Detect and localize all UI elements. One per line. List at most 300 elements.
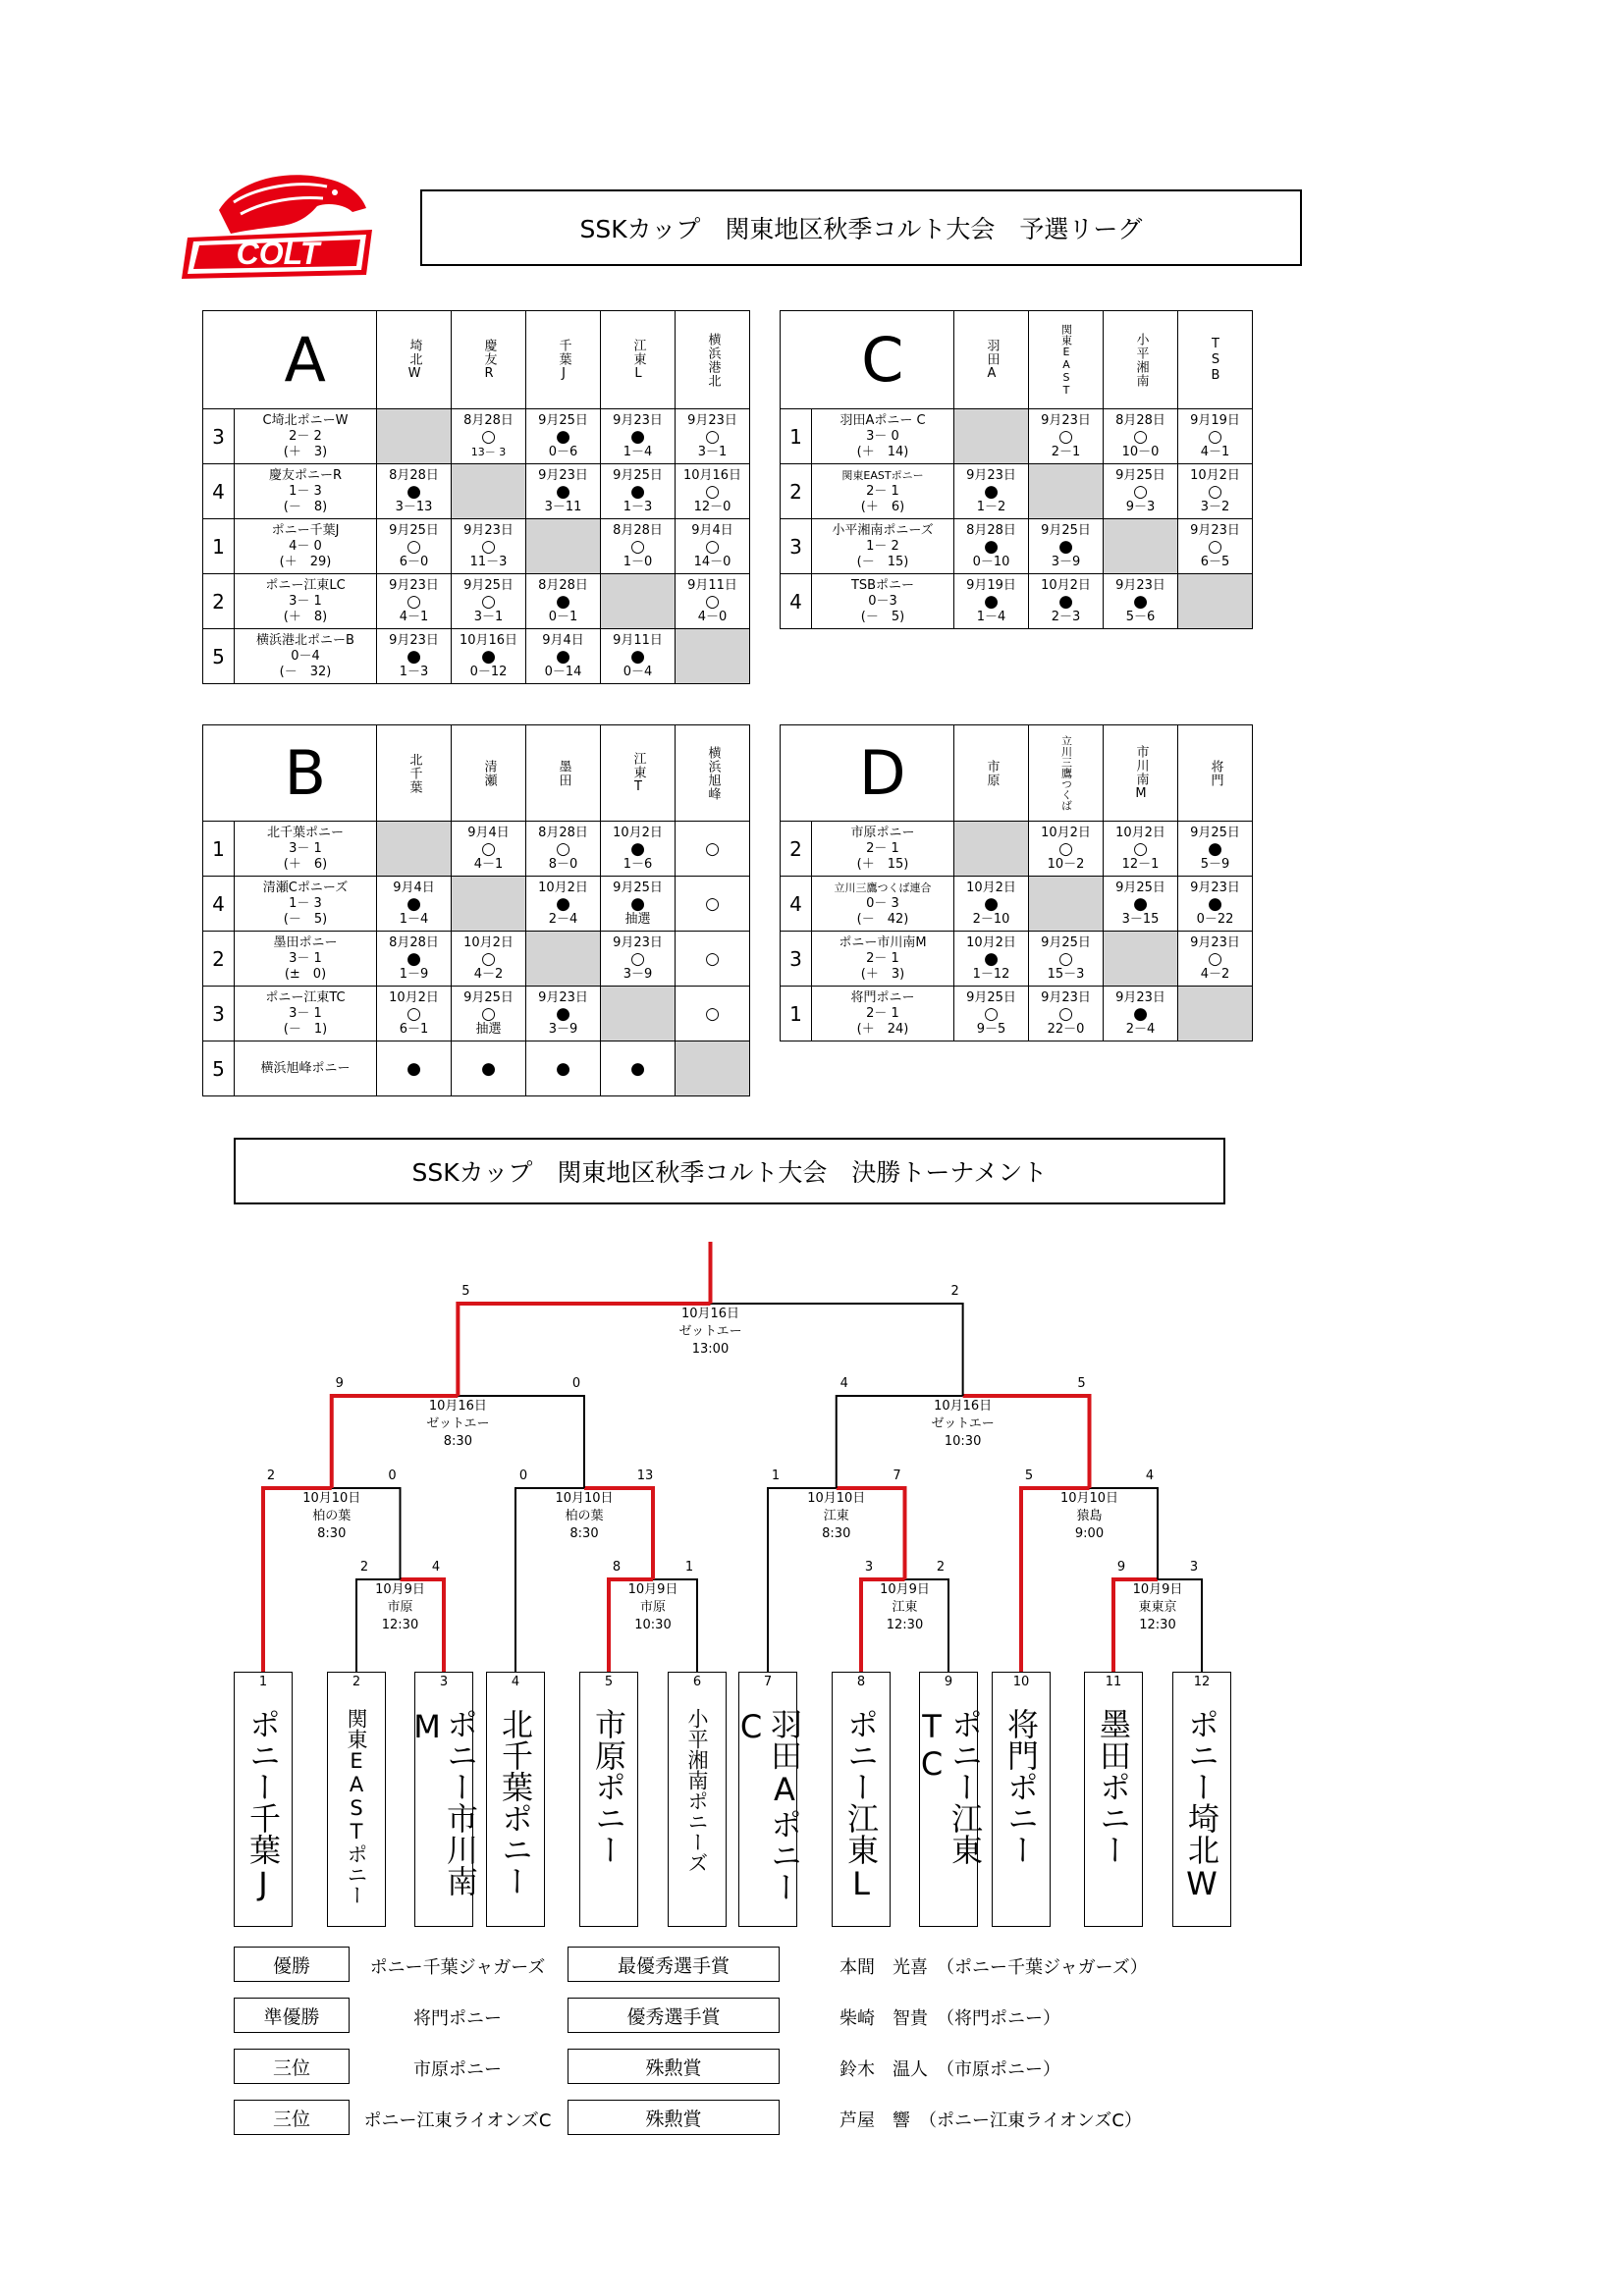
match-date: 9月23日 <box>1190 522 1240 538</box>
result-mark: ● <box>630 426 645 447</box>
result-mark: ● <box>556 481 570 502</box>
match-date: 9月23日 <box>389 632 439 648</box>
result-mark: ○ <box>1208 536 1222 557</box>
match-score: 1 <box>771 1468 781 1483</box>
team-name: 市原ポニー <box>850 825 915 840</box>
opponent-header-label: 横浜旭峰 <box>705 745 721 801</box>
match-score: 2－10 <box>972 911 1010 927</box>
match-score: 5－9 <box>1200 856 1230 872</box>
win-loss: 3－ 1 <box>289 1005 322 1021</box>
award-prize-label: 殊勲賞 <box>568 2100 780 2135</box>
rank-cell: 1 <box>203 822 235 877</box>
match-date: 10月10日 <box>302 1491 361 1506</box>
rank-cell: 3 <box>203 409 235 464</box>
match-date: 9月23日 <box>538 467 588 483</box>
result-mark: ● <box>1058 591 1073 612</box>
match-date: 9月23日 <box>1041 989 1091 1005</box>
opponent-header-label: 埼北W <box>406 338 422 382</box>
team-name: 北千葉ポニー <box>497 1708 534 1896</box>
match-score: 1－9 <box>399 966 429 982</box>
match-date: 9月25日 <box>1190 825 1240 840</box>
rank-cell: 4 <box>203 464 235 519</box>
match-score: 5 <box>1024 1468 1034 1483</box>
match-date: 9月23日 <box>1041 412 1091 428</box>
team-name: 横浜港北ポニーB <box>256 632 354 648</box>
tournament-team-box <box>579 1672 638 1927</box>
match-score: 1－4 <box>623 444 653 459</box>
match-date: 10月2日 <box>966 934 1016 950</box>
run-diff: (＋ 3) <box>283 444 328 459</box>
match-time: 9:00 <box>1074 1526 1105 1541</box>
result-mark: ○ <box>481 591 496 612</box>
match-date: 10月2日 <box>1041 825 1091 840</box>
win-loss: 2－ 1 <box>866 483 899 499</box>
award-team: 市原ポニー <box>413 2059 502 2080</box>
rank-cell: 2 <box>781 464 812 519</box>
match-score: 1－12 <box>972 966 1010 982</box>
seed-number: 11 <box>1105 1675 1122 1689</box>
result-mark: ● <box>556 591 570 612</box>
run-diff: (－ 32) <box>279 664 332 679</box>
rank-cell: 2 <box>781 822 812 877</box>
bracket-line-final-left <box>458 1304 710 1396</box>
match-date: 9月23日 <box>463 522 514 538</box>
match-score: 3 <box>864 1560 874 1575</box>
team-name: 墨田ポニー <box>1095 1708 1132 1865</box>
result-mark: ○ <box>1133 838 1148 859</box>
match-date: 10月9日 <box>1132 1582 1183 1597</box>
match-score: 4 <box>839 1376 848 1391</box>
team-name: 羽田AポニーC <box>732 1708 803 1902</box>
match-date: 10月16日 <box>428 1399 487 1414</box>
match-score: 22－0 <box>1047 1021 1085 1037</box>
run-diff: (－ 5) <box>283 911 328 927</box>
award-player: 鈴木 温人 （市原ポニー） <box>839 2059 1060 2080</box>
result-mark: ○ <box>481 426 496 447</box>
match-venue: 猿島 <box>1076 1509 1103 1523</box>
award-rank-label: 優勝 <box>234 1947 350 1982</box>
match-score: 6－0 <box>399 554 429 569</box>
seed-number: 5 <box>604 1675 614 1689</box>
tournament-team-box <box>913 1672 984 1927</box>
result-mark: ○ <box>556 838 570 859</box>
match-score: 1－0 <box>623 554 653 569</box>
match-date: 10月9日 <box>880 1582 930 1597</box>
logo-text: COLT <box>236 236 320 271</box>
tournament-team-box <box>327 1672 386 1927</box>
team-name: ポニー千葉J <box>271 522 340 538</box>
tournament-team-box <box>408 1672 479 1927</box>
result-mark: ● <box>406 948 421 969</box>
run-diff: (± 0) <box>284 966 327 982</box>
match-score: 3－9 <box>548 1021 578 1037</box>
win-loss: 3－ 1 <box>289 950 322 966</box>
result-mark: ○ <box>1058 948 1073 969</box>
match-score: 2－4 <box>548 911 578 927</box>
result-mark: ○ <box>481 948 496 969</box>
run-diff: (－ 42) <box>856 911 909 927</box>
match-score: 0 <box>571 1376 581 1391</box>
match-score: 2 <box>950 1284 959 1299</box>
match-score: 2－1 <box>1051 444 1081 459</box>
group-letter: A <box>235 311 377 409</box>
match-date: 10月2日 <box>1115 825 1165 840</box>
match-date: 8月28日 <box>1115 412 1165 428</box>
match-score: 2 <box>936 1560 946 1575</box>
match-info <box>375 1581 425 1634</box>
opponent-header-label: 横浜港北 <box>705 332 721 388</box>
result-mark: ● <box>406 893 421 914</box>
match-venue: 柏の葉 <box>312 1509 352 1523</box>
opponent-header-label: 市原 <box>984 759 1000 787</box>
match-date: 9月23日 <box>538 989 588 1005</box>
opponent-header-label: TSB <box>1208 336 1223 384</box>
team-name: 清瀬Cポニーズ <box>262 880 349 895</box>
match-score: 3－13 <box>395 499 433 514</box>
run-diff: (－ 5) <box>860 609 905 624</box>
match-date: 9月25日 <box>538 412 588 428</box>
rank-cell: 1 <box>781 987 812 1041</box>
team-name: ポニー市川南M <box>408 1708 479 1896</box>
match-score: 2－3 <box>1051 609 1081 624</box>
match-score: 12－1 <box>1121 856 1160 872</box>
result-mark: ○ <box>705 426 720 447</box>
team-name: 横浜旭峰ポニー <box>260 1060 351 1076</box>
opponent-header-label: 市川南M <box>1133 744 1149 802</box>
rank-cell: 4 <box>781 574 812 629</box>
match-score: 1－3 <box>623 499 653 514</box>
match-score: 0－1 <box>548 609 578 624</box>
match-date: 10月16日 <box>459 632 518 648</box>
match-date: 9月4日 <box>691 522 733 538</box>
match-date: 9月19日 <box>1190 412 1240 428</box>
match-date: 10月9日 <box>627 1582 678 1597</box>
award-prize-label: 最優秀選手賞 <box>568 1947 780 1982</box>
match-score: 5 <box>1077 1376 1086 1391</box>
match-date: 9月4日 <box>542 632 584 648</box>
match-score: 3－2 <box>1200 499 1230 514</box>
match-score: 4 <box>431 1560 441 1575</box>
result-mark: ● <box>556 1058 570 1079</box>
result-mark: ○ <box>481 536 496 557</box>
match-date: 8月28日 <box>389 467 439 483</box>
award-player: 本間 光喜 （ポニー千葉ジャガーズ） <box>839 1957 1148 1978</box>
match-score: 3－9 <box>1051 554 1081 569</box>
match-date: 9月23日 <box>1115 577 1165 593</box>
match-score: 抽選 <box>475 1021 502 1037</box>
bracket-line-final-right <box>711 1304 963 1396</box>
opponent-header-label: 江東T <box>630 751 646 795</box>
match-venue: 市原 <box>387 1600 413 1615</box>
win-loss: 2－ 2 <box>289 428 322 444</box>
match-score: 5 <box>461 1284 470 1299</box>
result-mark: ● <box>630 838 645 859</box>
team-name: C埼北ポニーW <box>262 412 349 428</box>
rank-cell: 4 <box>203 877 235 932</box>
team-name: 将門ポニー <box>1002 1708 1040 1865</box>
result-mark: ● <box>984 893 999 914</box>
tournament-team-box <box>832 1672 891 1927</box>
match-venue: ゼットエー <box>931 1416 995 1431</box>
match-score: 3－9 <box>623 966 653 982</box>
match-date: 10月2日 <box>613 825 663 840</box>
result-mark: ● <box>481 1058 496 1079</box>
win-loss: 0－ 3 <box>866 895 899 911</box>
result-mark: ○ <box>705 893 720 914</box>
match-date: 10月2日 <box>463 934 514 950</box>
match-score: 0 <box>388 1468 397 1483</box>
seed-number: 9 <box>944 1675 953 1689</box>
match-time: 12:30 <box>381 1618 419 1632</box>
match-score: 15－3 <box>1047 966 1085 982</box>
match-time: 10:30 <box>634 1618 672 1632</box>
win-loss: 4－ 0 <box>289 538 322 554</box>
rank-cell: 2 <box>203 932 235 987</box>
result-mark: ● <box>556 1003 570 1024</box>
match-date: 10月16日 <box>934 1399 993 1414</box>
match-date: 9月23日 <box>613 934 663 950</box>
rank-cell: 1 <box>203 519 235 574</box>
match-info <box>880 1581 930 1634</box>
match-date: 10月16日 <box>680 1307 740 1321</box>
match-score: 1－4 <box>399 911 429 927</box>
result-mark: ○ <box>705 838 720 859</box>
run-diff: (－ 8) <box>283 499 328 514</box>
match-date: 9月23日 <box>966 467 1016 483</box>
result-mark: ○ <box>1058 426 1073 447</box>
match-date: 9月11日 <box>687 577 737 593</box>
group-letter: C <box>812 311 954 409</box>
team-name: ポニー埼北W <box>1183 1708 1220 1902</box>
result-mark: ○ <box>1133 481 1148 502</box>
award-rank-label: 準優勝 <box>234 1998 350 2033</box>
match-date: 10月10日 <box>555 1491 614 1506</box>
win-loss: 3－ 1 <box>289 593 322 609</box>
result-mark: ○ <box>630 948 645 969</box>
result-mark: ○ <box>481 1003 496 1024</box>
match-date: 8月28日 <box>966 522 1016 538</box>
opponent-header-label: 将門 <box>1208 759 1223 787</box>
win-loss: 0－3 <box>868 593 897 609</box>
match-date: 9月4日 <box>467 825 510 840</box>
result-mark: ● <box>1208 838 1222 859</box>
tournament-team-box <box>1084 1672 1143 1927</box>
tournament-team-box <box>732 1672 803 1927</box>
result-mark: ○ <box>1058 838 1073 859</box>
match-date: 8月28日 <box>463 412 514 428</box>
seed-number: 6 <box>692 1675 702 1689</box>
match-info <box>1133 1581 1183 1634</box>
match-score: 6－5 <box>1200 554 1230 569</box>
run-diff: (－ 1) <box>283 1021 328 1037</box>
match-score: 10－0 <box>1121 444 1160 459</box>
result-mark: ● <box>406 481 421 502</box>
seed-number: 12 <box>1193 1675 1211 1689</box>
match-score: 2 <box>359 1560 369 1575</box>
run-diff: (＋ 24) <box>856 1021 909 1037</box>
match-date: 10月2日 <box>966 880 1016 895</box>
award-rank-label: 三位 <box>234 2049 350 2084</box>
award-team: 将門ポニー <box>413 2008 502 2029</box>
result-mark: ○ <box>406 536 421 557</box>
win-loss: 0－4 <box>291 648 320 664</box>
seed-number: 3 <box>439 1675 449 1689</box>
match-date: 9月23日 <box>1190 934 1240 950</box>
seed-number: 10 <box>1012 1675 1030 1689</box>
match-info <box>555 1490 613 1543</box>
match-score: 10－2 <box>1047 856 1085 872</box>
match-date: 10月9日 <box>375 1582 425 1597</box>
match-score: 9 <box>335 1376 344 1391</box>
match-venue: 市原 <box>639 1600 667 1615</box>
match-score: 2－4 <box>1125 1021 1156 1037</box>
match-score: 0－12 <box>469 664 508 679</box>
match-date: 9月25日 <box>1041 934 1091 950</box>
match-score: 12－0 <box>693 499 731 514</box>
opponent-header-label: 江東L <box>630 338 646 382</box>
win-loss: 2－ 1 <box>866 950 899 966</box>
result-mark: ○ <box>705 481 720 502</box>
match-venue: 江東 <box>823 1509 849 1523</box>
match-date: 10月2日 <box>538 880 588 895</box>
match-venue: 柏の葉 <box>565 1509 604 1523</box>
result-mark: ● <box>1133 591 1148 612</box>
match-score: 1－2 <box>976 499 1006 514</box>
match-score: 9－3 <box>1125 499 1156 514</box>
seed-number: 2 <box>352 1675 361 1689</box>
team-name: 関東EASTポニー <box>841 468 924 482</box>
match-time: 8:30 <box>443 1434 472 1449</box>
match-score: 1－3 <box>399 664 429 679</box>
match-time: 8:30 <box>822 1526 851 1541</box>
match-score: 4－0 <box>697 609 728 624</box>
result-mark: ● <box>1058 536 1073 557</box>
award-rank-label: 三位 <box>234 2100 350 2135</box>
result-mark: ● <box>406 646 421 667</box>
match-score: 1 <box>684 1560 694 1575</box>
match-time: 10:30 <box>944 1434 982 1449</box>
match-venue: ゼットエー <box>426 1416 490 1431</box>
result-mark: ● <box>984 948 999 969</box>
run-diff: (－ 15) <box>856 554 909 569</box>
match-date: 10月2日 <box>1190 467 1240 483</box>
run-diff: (＋ 6) <box>283 856 328 872</box>
win-loss: 1－ 3 <box>289 895 322 911</box>
match-info <box>302 1490 360 1543</box>
team-name: ポニー江東LC <box>265 577 346 593</box>
result-mark: ○ <box>406 591 421 612</box>
team-name: 将門ポニー <box>850 989 915 1005</box>
match-score: 抽選 <box>624 911 651 927</box>
tournament-team-box <box>234 1672 293 1927</box>
match-date: 8月28日 <box>613 522 663 538</box>
result-mark: ○ <box>1208 426 1222 447</box>
tournament-team-box <box>486 1672 545 1927</box>
match-info <box>678 1306 741 1359</box>
match-date: 9月25日 <box>389 522 439 538</box>
match-score: 3－1 <box>697 444 728 459</box>
run-diff: (＋ 3) <box>860 966 905 982</box>
result-mark: ○ <box>1208 481 1222 502</box>
match-date: 9月23日 <box>687 412 737 428</box>
match-time: 13:00 <box>691 1342 730 1357</box>
match-score: 4－2 <box>1200 966 1230 982</box>
result-mark: ○ <box>705 948 720 969</box>
award-player: 柴崎 智貴 （将門ポニー） <box>839 2008 1060 2029</box>
opponent-header-label: 墨田 <box>556 759 571 787</box>
win-loss: 1－ 2 <box>866 538 899 554</box>
result-mark: ○ <box>984 1003 999 1024</box>
result-mark: ● <box>984 536 999 557</box>
match-date: 10月16日 <box>682 467 742 483</box>
match-score: 13－ 3 <box>470 445 507 458</box>
match-date: 9月25日 <box>613 880 663 895</box>
team-name: TSBポニー <box>850 577 915 593</box>
match-date: 9月25日 <box>1115 880 1165 895</box>
match-info <box>932 1398 995 1451</box>
rank-cell: 3 <box>203 987 235 1041</box>
award-team: ポニー江東ライオンズC <box>363 2110 552 2131</box>
team-name: ポニー江東L <box>842 1708 880 1902</box>
result-mark: ● <box>630 1058 645 1079</box>
match-score: 4－1 <box>399 609 429 624</box>
match-score: 7 <box>893 1468 901 1483</box>
match-score: 1－6 <box>623 856 653 872</box>
result-mark: ● <box>984 481 999 502</box>
tournament-team-box <box>992 1672 1051 1927</box>
match-info <box>426 1398 489 1451</box>
result-mark: ○ <box>705 591 720 612</box>
result-mark: ○ <box>1133 426 1148 447</box>
result-mark: ● <box>556 893 570 914</box>
match-date: 10月10日 <box>1059 1491 1119 1506</box>
result-mark: ● <box>630 893 645 914</box>
team-name: ポニー市川南M <box>839 934 927 950</box>
match-score: 4－1 <box>473 856 504 872</box>
award-prize-label: 殊勲賞 <box>568 2049 780 2084</box>
match-score: 11－3 <box>469 554 508 569</box>
match-date: 9月25日 <box>966 989 1016 1005</box>
team-name: 関東EASTポニー <box>345 1708 368 1905</box>
result-mark: ○ <box>1208 948 1222 969</box>
result-mark: ● <box>556 426 570 447</box>
match-date: 8月28日 <box>389 934 439 950</box>
match-date: 8月28日 <box>538 825 588 840</box>
result-mark: ● <box>630 481 645 502</box>
win-loss: 2－ 1 <box>866 840 899 856</box>
match-date: 9月23日 <box>613 412 663 428</box>
match-info <box>807 1490 865 1543</box>
match-score: 5－6 <box>1125 609 1156 624</box>
match-score: 1－4 <box>976 609 1006 624</box>
match-date: 9月23日 <box>1115 989 1165 1005</box>
match-date: 10月2日 <box>389 989 439 1005</box>
rank-cell: 3 <box>781 932 812 987</box>
match-date: 9月25日 <box>463 577 514 593</box>
run-diff: (＋ 8) <box>283 609 328 624</box>
team-name: ポニー江東TC <box>913 1708 984 1865</box>
rank-cell: 4 <box>781 877 812 932</box>
result-mark: ○ <box>1058 1003 1073 1024</box>
opponent-header-label: 清瀬 <box>481 759 497 787</box>
result-mark: ● <box>1208 893 1222 914</box>
rank-cell: 5 <box>203 1041 235 1096</box>
result-mark: ● <box>1133 893 1148 914</box>
award-prize-label: 優秀選手賞 <box>568 1998 780 2033</box>
match-score: 8－0 <box>548 856 578 872</box>
match-score: 0－4 <box>623 664 653 679</box>
win-loss: 2－ 1 <box>866 1005 899 1021</box>
